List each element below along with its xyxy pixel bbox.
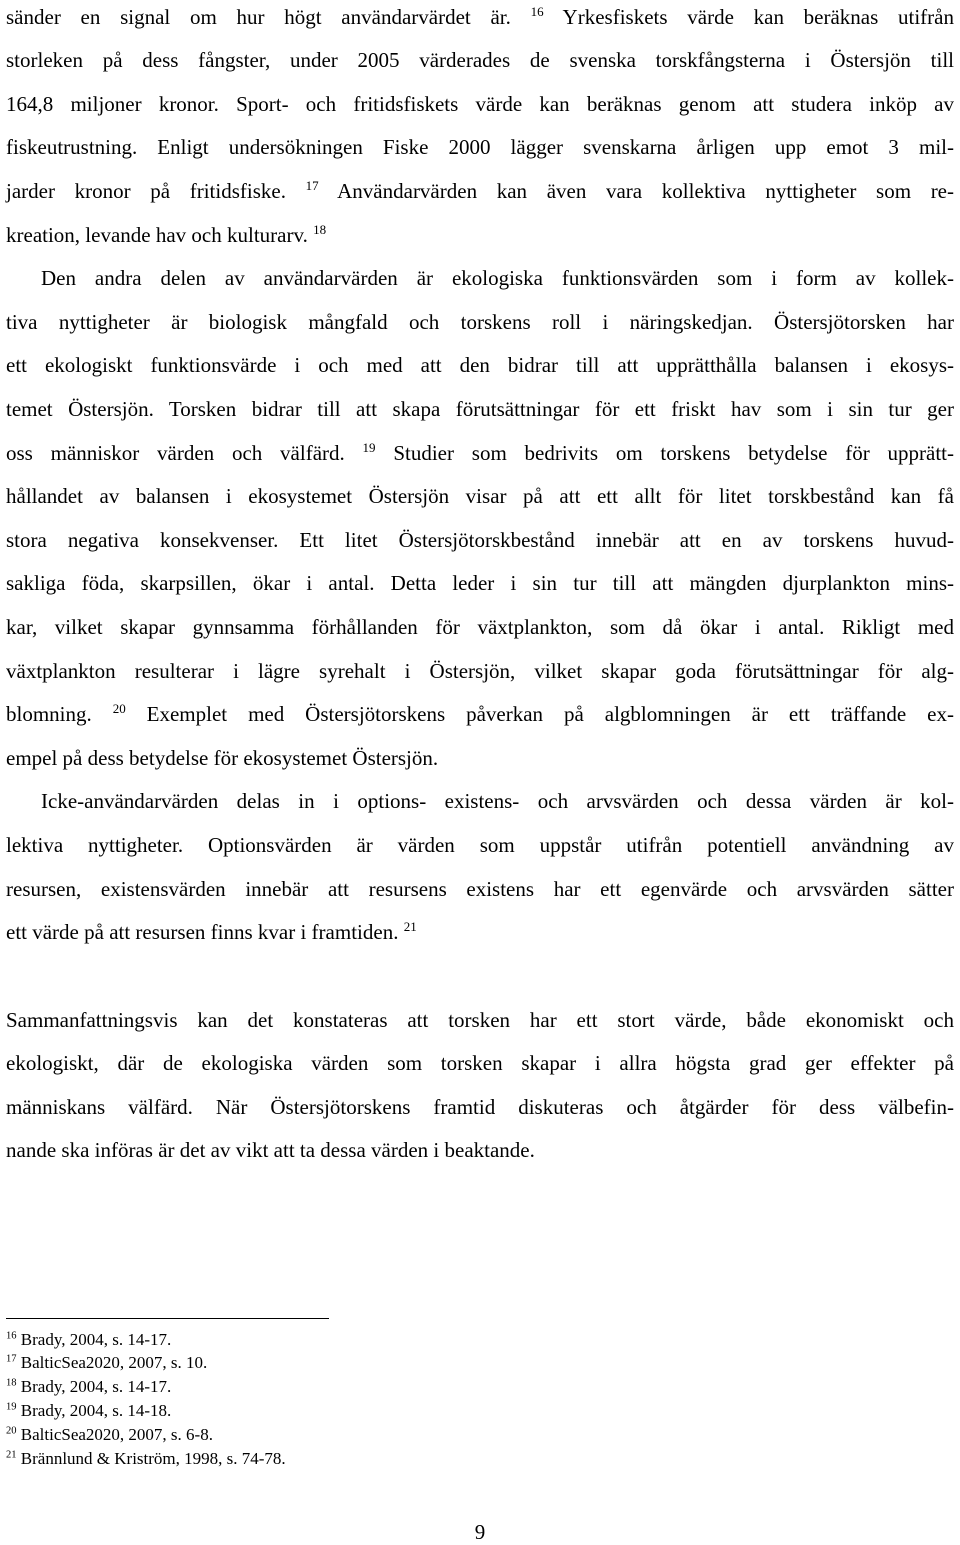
text-line (6, 134, 954, 160)
text-run: Användarvärden kan även vara kollektiva nyttigheter som re- (318, 179, 954, 203)
text-line (6, 4, 954, 30)
text-run: blomning. (6, 702, 113, 726)
text-run: nande ska införas är det av vikt att ta dessa värden i beaktande. (6, 1138, 535, 1162)
text-line (6, 570, 954, 596)
text-run: 164,8 miljoner kronor. Sport- och fritidsfiskets värde kan beräknas genom att studera inköp av (6, 92, 954, 116)
footnote-text: Brady, 2004, s. 14-18. (16, 1401, 172, 1420)
text-line (6, 222, 954, 248)
text-run: ett ekologiskt funktionsvärde i och med att den bidrar till att upprätthålla balansen i ekosys- (6, 353, 954, 377)
text-run: sakliga föda, skarpsillen, ökar i antal. Detta leder i sin tur till att mängden djurplankton mins- (6, 571, 954, 595)
text-run: växtplankton resulterar i lägre syrehalt i Östersjön, vilket skapar goda förutsättningar för alg- (6, 659, 954, 683)
footnote-number: 18 (6, 1377, 17, 1389)
text-line (6, 658, 954, 684)
text-run: oss människor värden och välfärd. (6, 441, 363, 465)
text-run: storleken på dess fångster, under 2005 värderades de svenska torskfångsterna i Östersjön till (6, 48, 954, 72)
text-run: hållandet av balansen i ekosystemet Östersjön visar på att ett allt för litet torskbestånd kan få (6, 484, 954, 508)
footnote-reference: 19 (362, 439, 376, 455)
text-run: jarder kronor på fritidsfiske. (6, 179, 306, 203)
text-line (6, 352, 954, 378)
footnote-number: 20 (6, 1425, 17, 1437)
footnote-reference: 17 (305, 177, 319, 193)
text-run: stora negativa konsekvenser. Ett litet Östersjötorskbestånd innebär att en av torskens huvud- (6, 528, 954, 552)
footnote-text: Brady, 2004, s. 14-17. (16, 1377, 172, 1396)
footnote-text: Brännlund & Kriström, 1998, s. 74-78. (16, 1449, 286, 1468)
footnote-number: 19 (6, 1401, 17, 1413)
footnote-separator (6, 1318, 329, 1319)
text-line (6, 91, 954, 117)
footnote (6, 1425, 213, 1445)
footnote-number: 21 (6, 1449, 17, 1461)
text-run: empel på dess betydelse för ekosystemet Östersjön. (6, 746, 439, 770)
footnote (6, 1353, 207, 1373)
text-line (6, 1007, 954, 1033)
text-line (6, 876, 954, 902)
text-line (6, 919, 954, 945)
footnote (6, 1377, 171, 1397)
text-line (6, 701, 954, 727)
page-number: 9 (474, 1520, 486, 1544)
footnote-text: BalticSea2020, 2007, s. 10. (16, 1353, 208, 1372)
footnote-reference: 16 (530, 3, 544, 19)
text-line (6, 396, 954, 422)
footnote (6, 1449, 286, 1469)
text-run: kar, vilket skapar gynnsamma förhållanden för växtplankton, som då ökar i antal. Rikligt med (6, 615, 954, 639)
footnote-reference: 21 (403, 918, 417, 934)
text-line (6, 440, 954, 466)
text-run: resursen, existensvärden innebär att resursens existens har ett egenvärde och arvsvärden sätter (6, 877, 954, 901)
text-line (6, 483, 954, 509)
text-run: Yrkesfiskets värde kan beräknas utifrån (543, 5, 954, 29)
text-run: temet Östersjön. Torsken bidrar till att skapa förutsättningar för ett friskt hav som i sin tur ger (6, 397, 954, 421)
text-run: Den andra delen av användarvärden är ekologiska funktionsvärden som i form av kollek- (41, 266, 954, 290)
footnote-reference: 18 (313, 221, 327, 237)
text-run: tiva nyttigheter är biologisk mångfald och torskens roll i näringskedjan. Östersjötorsken har (6, 310, 954, 334)
text-run: människans välfärd. När Östersjötorskens framtid diskuteras och åtgärder för dess välbefin- (6, 1095, 954, 1119)
text-run: ekologiskt, där de ekologiska värden som torsken skapar i allra högsta grad ger effekter på (6, 1051, 954, 1075)
footnote (6, 1330, 171, 1350)
text-run: lektiva nyttigheter. Optionsvärden är värden som uppstår utifrån potentiell användning av (6, 833, 954, 857)
text-run: fiskeutrustning. Enligt undersökningen Fiske 2000 lägger svenskarna årligen upp emot 3 mil- (6, 135, 954, 159)
text-run: Icke-användarvärden delas in i options- existens- och arvsvärden och dessa värden är kol- (41, 789, 954, 813)
text-line (6, 832, 954, 858)
text-run: Studier som bedrivits om torskens betydelse för upprätt- (375, 441, 954, 465)
text-line (6, 745, 954, 771)
footnote-number: 16 (6, 1330, 17, 1342)
text-run: Exemplet med Östersjötorskens påverkan på algblomningen är ett träffande ex- (125, 702, 954, 726)
footnote-reference: 20 (112, 700, 126, 716)
text-run: kreation, levande hav och kulturarv. (6, 223, 314, 247)
text-line (41, 788, 954, 814)
text-line (6, 1094, 954, 1120)
text-line (6, 1137, 954, 1163)
text-line (6, 178, 954, 204)
text-run: ett värde på att resursen finns kvar i framtiden. (6, 920, 404, 944)
text-line (6, 1050, 954, 1076)
footnote-text: Brady, 2004, s. 14-17. (16, 1330, 172, 1349)
footnote-text: BalticSea2020, 2007, s. 6-8. (16, 1425, 213, 1444)
text-line (6, 47, 954, 73)
text-run: sänder en signal om hur högt användarvärdet är. (6, 5, 531, 29)
text-line (6, 309, 954, 335)
text-line (6, 527, 954, 553)
footnote (6, 1401, 171, 1421)
text-line (6, 614, 954, 640)
text-line (41, 265, 954, 291)
text-run: Sammanfattningsvis kan det konstateras att torsken har ett stort värde, både ekonomiskt och (6, 1008, 954, 1032)
footnote-number: 17 (6, 1353, 17, 1365)
